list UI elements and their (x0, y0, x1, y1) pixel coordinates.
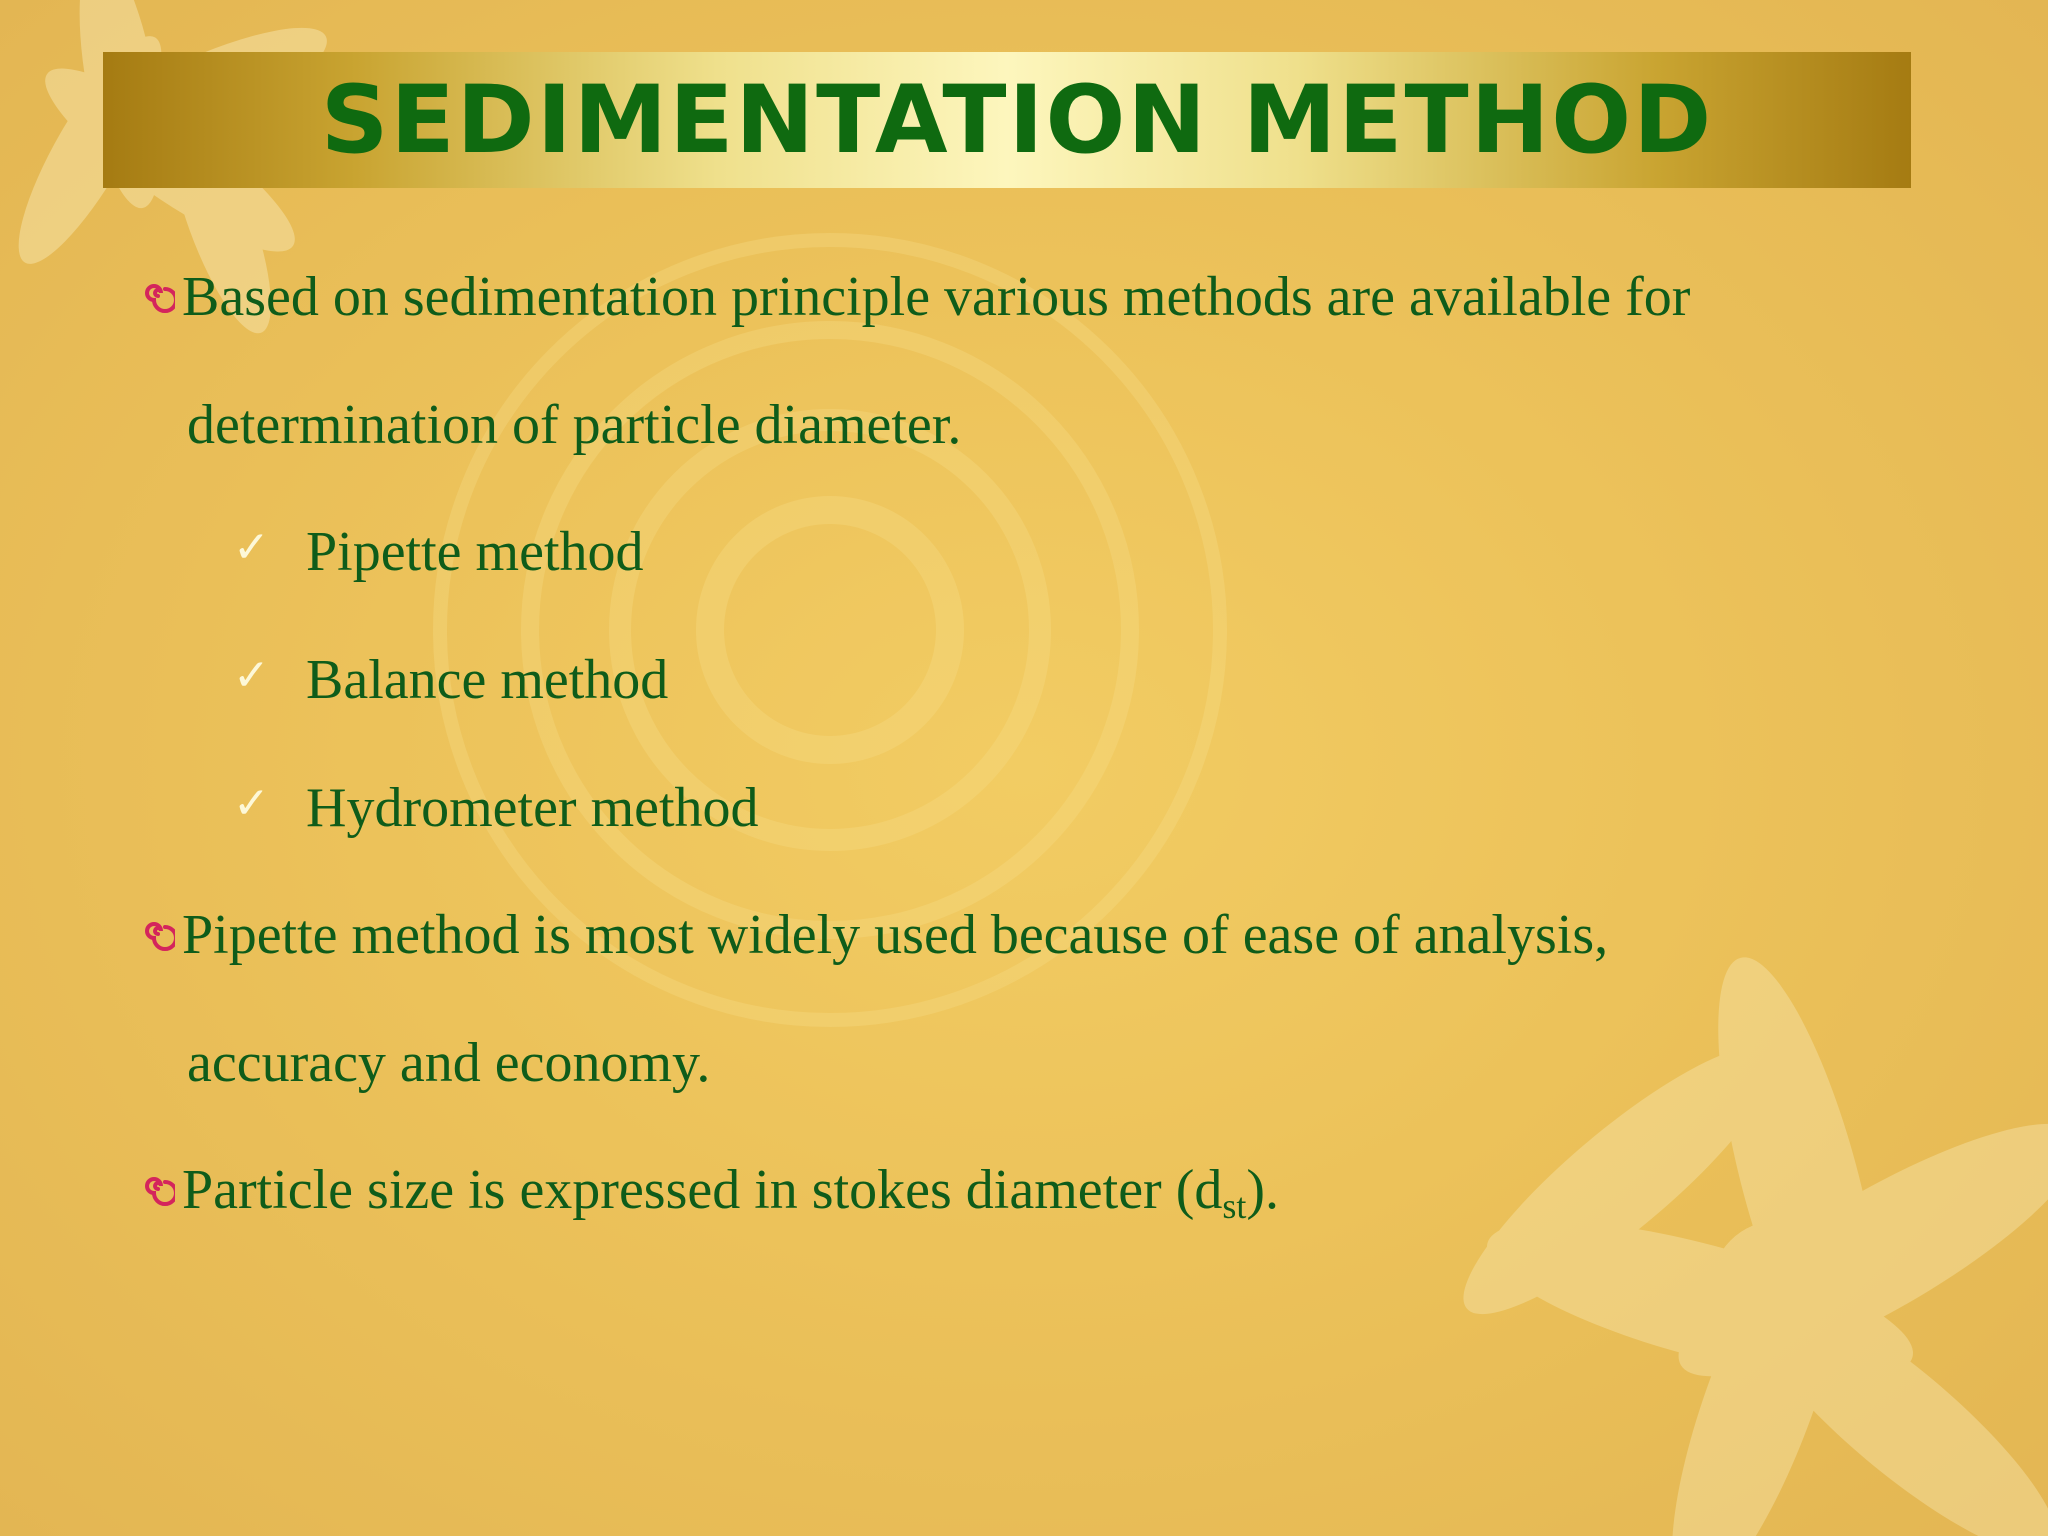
bullet-2-line-1: Pipette method is most widely used because of ease of analysis, (182, 904, 1609, 966)
bullet-1-line-2: determination of particle diameter. (187, 394, 962, 456)
subitem-pipette: Pipette method (306, 521, 644, 583)
spiral-bullet-icon (141, 917, 175, 951)
checkmark-icon: ✓ (233, 650, 270, 701)
spiral-bullet-icon (141, 1172, 175, 1206)
stokes-text: Particle size is expressed in stokes diameter (d (182, 1159, 1223, 1221)
spiral-bullet-icon (141, 279, 175, 313)
slide-title: SEDIMENTATION METHOD (320, 65, 1714, 175)
subitem-hydrometer: Hydrometer method (306, 777, 759, 839)
checkmark-icon: ✓ (233, 522, 270, 573)
stokes-subscript: st (1222, 1186, 1247, 1226)
subitem-balance: Balance method (306, 649, 669, 711)
bullet-3-line-1 (182, 1158, 1280, 1226)
stokes-text-end: ). (1246, 1159, 1280, 1221)
checkmark-icon: ✓ (233, 778, 270, 829)
bullet-2-line-2: accuracy and economy. (187, 1032, 711, 1094)
bullet-1-line-1: Based on sedimentation principle various methods are available for (182, 266, 1691, 328)
